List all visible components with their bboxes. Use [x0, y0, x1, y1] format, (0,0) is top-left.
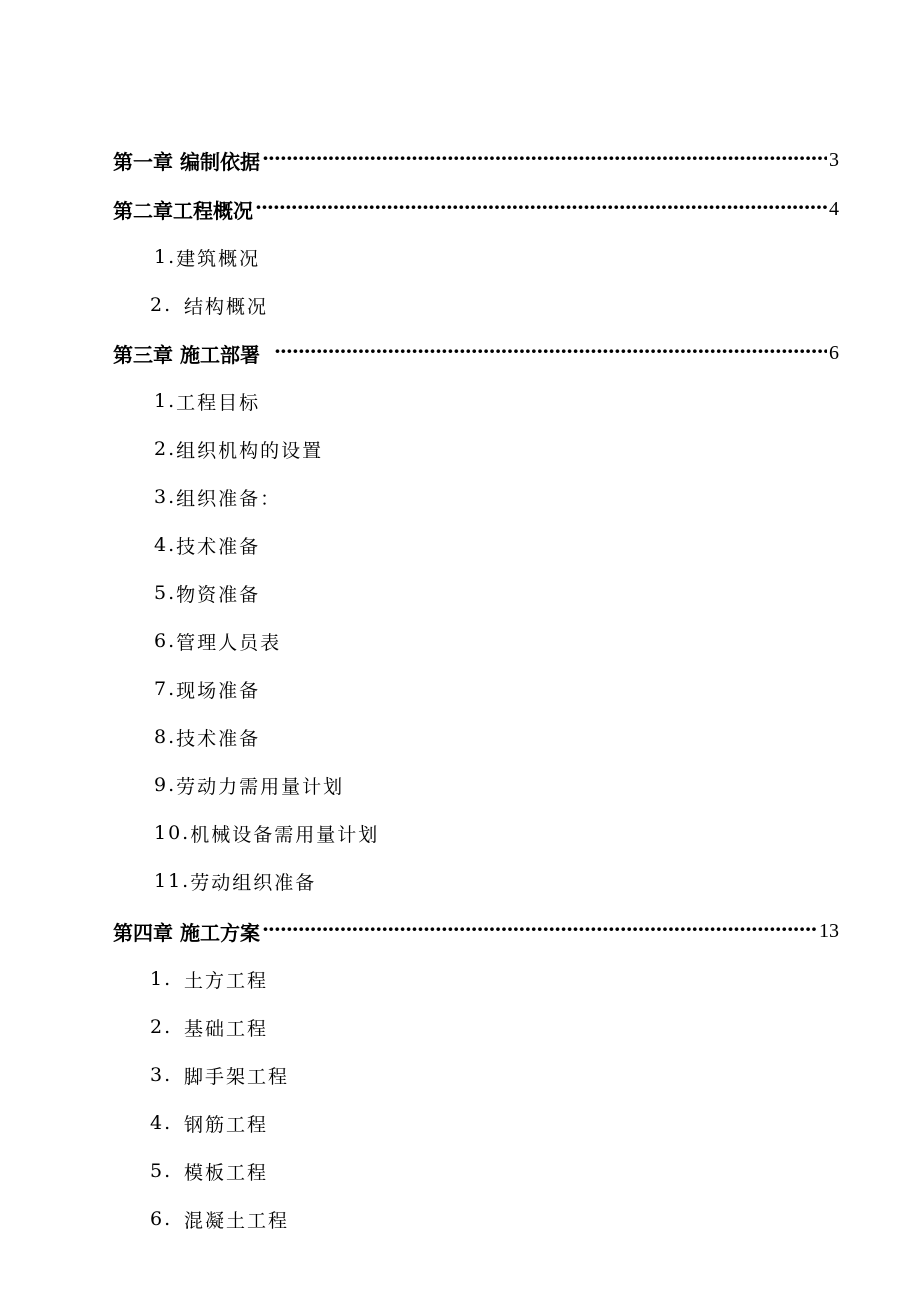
item-number: 1. — [154, 390, 177, 412]
item-text: 劳动组织准备 — [190, 871, 317, 894]
item-number: 2. — [154, 438, 177, 460]
chapter-title: 第一章 编制依据 — [113, 149, 260, 174]
item-text: 物资准备 — [176, 583, 261, 606]
item-number: 5. — [150, 1160, 173, 1182]
toc-item[interactable] — [154, 667, 260, 711]
item-number: 6. — [150, 1208, 173, 1230]
item-text: 劳动力需用量计划 — [176, 775, 345, 798]
toc-item[interactable] — [154, 715, 260, 759]
toc-item[interactable] — [154, 859, 316, 903]
toc-item[interactable] — [154, 235, 260, 279]
item-text: 技术准备 — [176, 727, 261, 750]
chapter-page-number: 13 — [819, 919, 839, 942]
item-number: 4. — [154, 534, 177, 556]
item-number: 8. — [154, 726, 177, 748]
toc-item[interactable] — [154, 523, 260, 567]
chapter-page-number: 3 — [829, 148, 839, 171]
item-text: 模板工程 — [184, 1161, 269, 1184]
toc-item[interactable] — [150, 1053, 289, 1097]
item-number: 5. — [154, 582, 177, 604]
item-number: 9. — [154, 774, 177, 796]
item-number: 3. — [150, 1064, 173, 1086]
item-text: 脚手架工程 — [184, 1065, 290, 1088]
dot-leader — [262, 146, 827, 170]
toc-item[interactable] — [150, 283, 268, 327]
toc-item[interactable] — [154, 475, 281, 519]
item-text: 管理人员表 — [176, 631, 282, 654]
item-number: 2. — [150, 294, 173, 316]
chapter-title: 第四章 施工方案 — [113, 920, 260, 945]
item-text: 基础工程 — [184, 1017, 269, 1040]
item-text: 工程目标 — [176, 391, 261, 414]
item-text: 机械设备需用量计划 — [190, 823, 380, 846]
chapter-title: 第三章 施工部署 — [113, 342, 260, 367]
toc-chapter-4[interactable] — [113, 909, 839, 953]
item-text: 组织机构的设置 — [176, 439, 324, 462]
toc-item[interactable] — [150, 1149, 268, 1193]
item-number: 1. — [150, 968, 173, 990]
item-text: 技术准备 — [176, 535, 261, 558]
toc-item[interactable] — [154, 571, 260, 615]
item-number: 3. — [154, 486, 177, 508]
item-text: 混凝土工程 — [184, 1209, 290, 1232]
dot-leader — [255, 195, 827, 219]
toc-item[interactable] — [154, 811, 379, 855]
chapter-title: 第二章工程概况 — [113, 198, 253, 223]
toc-chapter-2[interactable] — [113, 187, 839, 231]
item-number: 7. — [154, 678, 177, 700]
toc-item[interactable] — [150, 1005, 268, 1049]
item-number: 1. — [154, 246, 177, 268]
toc-item[interactable] — [150, 1101, 268, 1145]
toc-item[interactable] — [154, 427, 323, 471]
item-text: 组织准备： — [176, 487, 282, 510]
item-text: 结构概况 — [184, 295, 269, 318]
dot-leader — [274, 339, 827, 363]
item-text: 土方工程 — [184, 969, 269, 992]
toc-item[interactable] — [150, 1197, 289, 1241]
item-number: 10. — [154, 822, 191, 844]
item-text: 钢筋工程 — [184, 1113, 269, 1136]
item-number: 11. — [154, 870, 191, 892]
chapter-page-number: 6 — [829, 341, 839, 364]
item-text: 建筑概况 — [176, 247, 261, 270]
item-number: 2. — [150, 1016, 173, 1038]
toc-item[interactable] — [154, 619, 281, 663]
toc-item[interactable] — [154, 763, 344, 807]
item-number: 4. — [150, 1112, 173, 1134]
item-text: 现场准备 — [176, 679, 261, 702]
dot-leader — [262, 917, 817, 941]
toc-item[interactable] — [150, 957, 268, 1001]
toc-chapter-1[interactable] — [113, 138, 839, 182]
toc-item[interactable] — [154, 379, 260, 423]
toc-chapter-3[interactable] — [113, 331, 839, 375]
chapter-page-number: 4 — [829, 197, 839, 220]
item-number: 6. — [154, 630, 177, 652]
